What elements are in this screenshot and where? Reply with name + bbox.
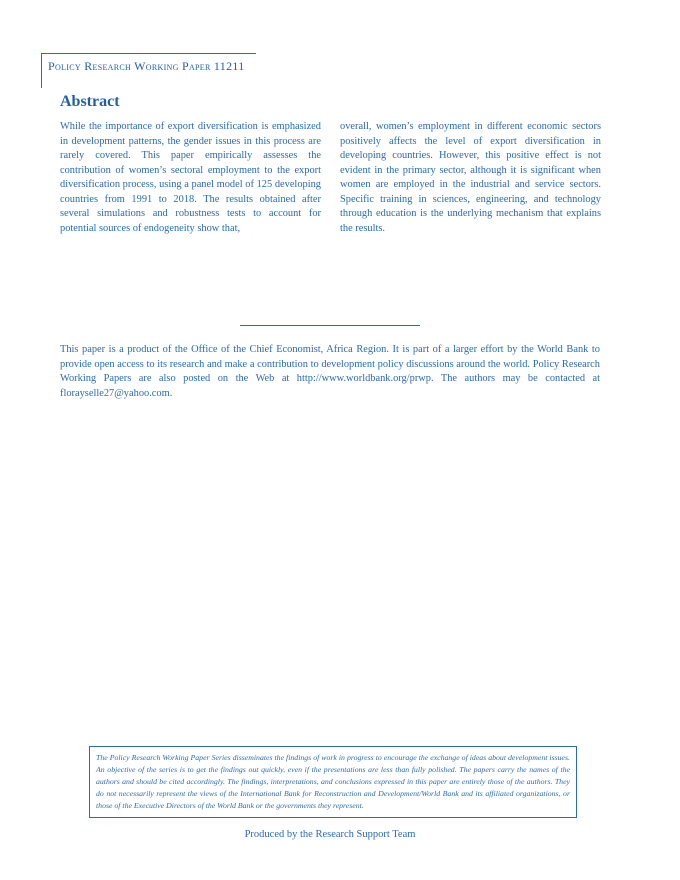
abstract-column-right: overall, women’s employment in different economic sectors positively affects the level of export diversification in developing countries. However, this positive effect is not evident in the primary sector, although it is significant when women are employed in the industrial and service sectors. Specific training in sciences, engineering, and technology through education is the underlying mechanism that explains the results. (340, 121, 601, 234)
product-note: This paper is a product of the Office of the Chief Economist, Africa Region. It is part of a larger effort by the World Bank to provide open access to its research and make a contribution to development policy discussions around the world. Policy Research Working Papers are also posted on the Web at http://www.worldbank.org/prwp. The authors may be contacted at florayselle27@yahoo.com. (60, 344, 600, 399)
series-header-box (41, 53, 256, 88)
abstract-heading: Abstract (60, 93, 120, 110)
produced-by-footer: Produced by the Research Support Team (244, 829, 416, 840)
disclaimer-box: The Policy Research Working Paper Series disseminates the findings of work in progress to encourage the exchange of ideas about development issues. An objective of the series is to get the findings out quickly, even if the presentations are less than fully polished. The papers carry the names of the authors and should be cited accordingly. The findings, interpretations, and conclusions expressed in this paper are entirely those of the authors. They do not necessarily represent the views of the International Bank for Reconstruction and Development/World Bank and its affiliated organizations, or those of the Executive Directors of the World Bank or the governments they represent. (89, 746, 577, 818)
series-title: Policy Research Working Paper 11211 (48, 59, 245, 73)
section-divider (240, 325, 420, 326)
abstract-column-left: While the importance of export diversification is emphasized in development patterns, the gender issues in this process are rarely covered. This paper empirically assesses the contribution of women’s sectoral employment to the export diversification process, using a panel model of 125 developing countries from 1991 to 2018. The results obtained after several simulations and robustness tests to account for potential sources of endogeneity show that, (60, 121, 321, 234)
